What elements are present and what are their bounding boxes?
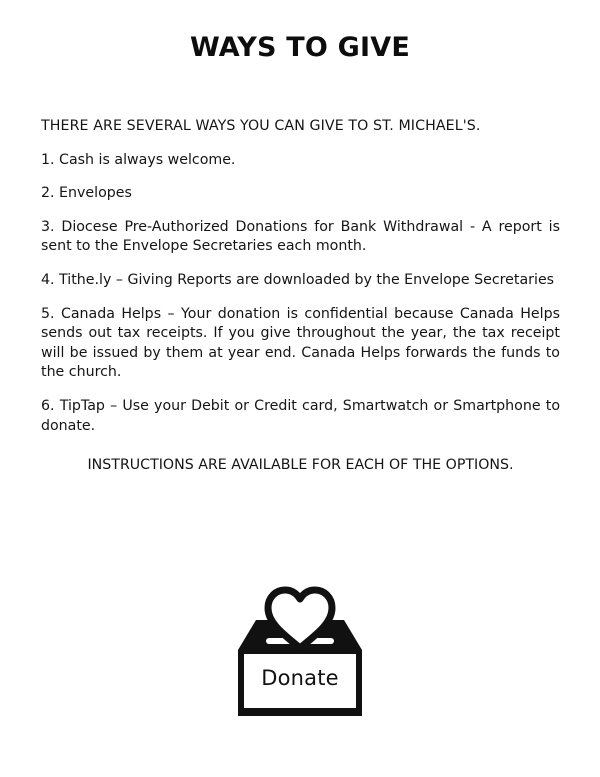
option-tithely: 4. Tithe.ly – Giving Reports are downloaded by the Envelope Secretaries xyxy=(41,271,555,288)
option-diocese-pad: 3. Diocese Pre-Authorized Donations for Bank Withdrawal - A report is sent to the Envelope Secretaries each month. xyxy=(41,218,560,255)
giving-options-section xyxy=(41,117,560,490)
option-envelopes: 2. Envelopes xyxy=(41,185,132,202)
option-tiptap: 6. TipTap – Use your Debit or Credit card, Smartwatch or Smartphone to donate. xyxy=(41,397,560,434)
donation-box-heart-icon xyxy=(234,586,366,718)
donation-box-graphic xyxy=(234,586,366,718)
closing-note: INSTRUCTIONS ARE AVAILABLE FOR EACH OF THE OPTIONS. xyxy=(87,457,514,474)
option-cash: 1. Cash is always welcome. xyxy=(41,151,236,168)
option-canada-helps: 5. Canada Helps – Your donation is confidential because Canada Helps sends out tax receipts. If you give throughout the year, the tax receipt will be issued by them at year end. Canada Helps forwards the funds to the church. xyxy=(41,305,560,381)
intro-text: THERE ARE SEVERAL WAYS YOU CAN GIVE TO ST. MICHAEL'S. xyxy=(41,118,481,134)
page-title: WAYS TO GIVE xyxy=(190,32,410,63)
donate-label: Donate xyxy=(261,666,339,690)
